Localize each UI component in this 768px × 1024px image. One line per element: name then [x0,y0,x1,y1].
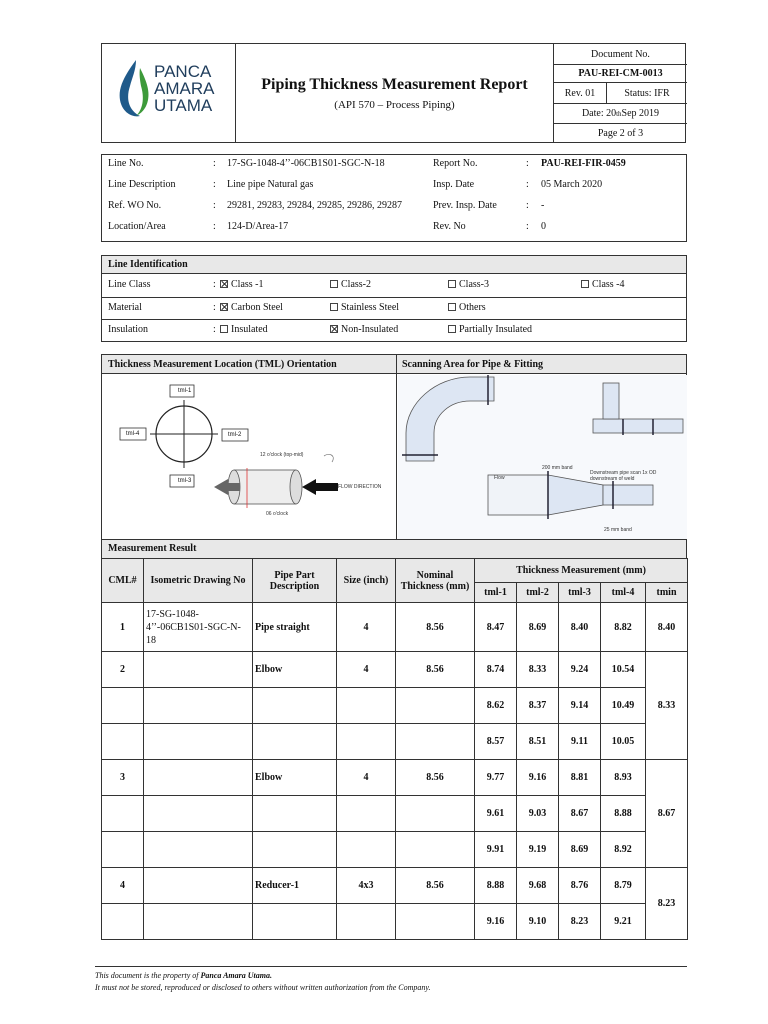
tml3-cell: 8.81 [559,760,601,796]
document-footer [95,966,687,994]
non-insulated-option[interactable] [330,324,398,335]
scanning-area-heading: Scanning Area for Pipe & Fitting [402,358,544,370]
tml-orientation-heading: Thickness Measurement Location (TML) Orientation [108,358,337,370]
checked-box-icon[interactable] [220,303,228,311]
table-row [102,603,688,652]
band-25-label: 25 mm band [604,527,632,533]
part-cell: Reducer-1 [253,868,337,904]
checkbox-icon[interactable] [330,280,338,288]
colon: : [526,158,529,169]
company-name-line1: PANCA [154,62,212,81]
stainless-steel-option[interactable] [330,302,399,313]
insulation-label: Insulation [108,324,148,335]
table-row [102,760,688,796]
tml2-cell: 8.37 [517,688,559,724]
nominal-cell [396,904,475,940]
scanning-area-diagram [398,375,687,539]
rev-no-value: 0 [541,221,546,232]
insulated-option[interactable] [220,324,268,335]
table-row [102,652,688,688]
line-no-value: 17-SG-1048-4’’-06CB1S01-SGC-N-18 [227,158,385,169]
iso-cell [144,868,253,904]
tml3-cell: 8.40 [559,603,601,652]
part-cell: Elbow [253,760,337,796]
insulated-label: Insulated [231,324,268,335]
logo-drop-icon [114,58,154,120]
footer-line1 [95,970,687,982]
class-4-label: Class -4 [592,279,625,290]
material-label: Material [108,302,142,313]
part-cell [253,688,337,724]
page-number: Page 2 of 3 [597,127,644,139]
class-4-option[interactable] [581,279,625,290]
nominal-cell [396,832,475,868]
cml-cell: 1 [102,603,144,652]
tml4-cell: 8.93 [601,760,646,796]
tee-branch [603,383,619,419]
table-row [102,688,688,724]
tml2-cell: 8.69 [517,603,559,652]
tml1-cell: 9.91 [475,832,517,868]
doc-date-sup: th [616,109,622,118]
nominal-cell [396,688,475,724]
footer-line2: It must not be stored, reproduced or disclosed to others without written authorization from the Company. [95,983,431,992]
size-cell [337,796,396,832]
ref-wo-label: Ref. WO No. [108,200,162,211]
row-divider [102,297,686,298]
tml4-cell: 10.54 [601,652,646,688]
prev-insp-label: Prev. Insp. Date [433,200,497,211]
prev-insp-value: - [541,200,545,211]
flow-label: Flow [494,475,505,481]
tml3-cell: 9.24 [559,652,601,688]
doc-date [554,104,687,124]
line-class-label: Line Class [108,279,151,290]
tml4-cell: 10.49 [601,688,646,724]
part-cell: Pipe straight [253,603,337,652]
tee-run [593,419,683,433]
rev: Rev. 01 [554,83,607,104]
col-tml2: tml-2 [517,583,559,603]
class-1-option[interactable] [220,279,264,290]
location-label: Location/Area [108,221,166,232]
col-iso: Isometric Drawing No [144,559,253,603]
doc-no: PAU-REI-CM-0013 [554,65,687,83]
class-2-label: Class-2 [341,279,371,290]
insp-date-value: 05 March 2020 [541,179,603,190]
colon: : [213,324,216,335]
checkbox-icon[interactable] [448,280,456,288]
size-cell: 4 [337,603,396,652]
location-value: 124-D/Area-17 [227,221,289,232]
pipe-end-right [290,470,302,504]
tmin-cell: 8.40 [646,603,688,652]
class-1-label: Class -1 [231,279,264,290]
report-subtitle: (API 570 – Process Piping) [334,99,455,111]
tml1-cell: 8.47 [475,603,517,652]
pipe-body [234,470,296,504]
colon: : [526,179,529,190]
carbon-steel-label: Carbon Steel [231,302,283,313]
report-title-block [236,44,553,142]
colon: : [213,221,216,232]
band-200-label: 200 mm band [542,465,573,471]
tml2-cell: 9.68 [517,868,559,904]
document-header [101,43,686,143]
line-desc-value: Line pipe Natural gas [227,179,314,190]
reducer-inlet [488,475,548,515]
colon: : [213,279,216,290]
col-tmin: tmin [646,583,688,603]
tml2-cell: 9.19 [517,832,559,868]
stainless-steel-label: Stainless Steel [341,302,400,313]
company-name-line3: UTAMA [154,96,213,115]
tml3-cell: 9.14 [559,688,601,724]
tml1-label: tml-1 [178,388,192,394]
carbon-steel-option[interactable] [220,302,283,313]
figures-heading-row [102,355,686,374]
measurement-heading: Measurement Result [108,543,197,554]
colon: : [213,179,216,190]
iso-cell [144,796,253,832]
iso-cell: 17-SG-1048-4’’-06CB1S01-SGC-N-18 [144,603,253,652]
flow-arrow-icon [302,479,338,495]
table-row [102,904,688,940]
checked-box-icon[interactable] [330,325,338,333]
iso-cell [144,652,253,688]
tmin-cell: 8.23 [646,868,688,940]
reducer-outlet [603,485,653,505]
footer-prefix: This document is the property of [95,971,201,980]
checkbox-icon[interactable] [220,325,228,333]
part-cell [253,796,337,832]
colon: : [526,200,529,211]
size-cell [337,832,396,868]
table-row [102,724,688,760]
iso-cell [144,760,253,796]
others-label: Others [459,302,486,313]
iso-cell [144,688,253,724]
status: Status: IFR [607,83,687,104]
iso-cell [144,724,253,760]
checkbox-icon[interactable] [581,280,589,288]
figures-panel [101,354,687,540]
cml-cell [102,796,144,832]
nominal-cell [396,796,475,832]
doc-date-suffix: Sep 2019 [621,108,660,119]
column-divider [396,355,397,540]
tml1-cell: 9.77 [475,760,517,796]
tml4-cell: 8.88 [601,796,646,832]
report-no-label: Report No. [433,158,478,169]
table-row [102,868,688,904]
colon: : [213,302,216,313]
line-info-table [101,154,687,242]
doc-no-label: Document No. [554,44,687,65]
col-thickness: Thickness Measurement (mm) [475,559,688,583]
iso-cell [144,904,253,940]
col-tml1: tml-1 [475,583,517,603]
class-2-option[interactable] [330,279,371,290]
cml-cell [102,904,144,940]
twelve-oclock-label: 12 o'clock (top-mid) [260,452,304,458]
cml-cell [102,688,144,724]
size-cell [337,724,396,760]
colon: : [213,158,216,169]
tml2-label: tml-2 [228,432,242,438]
size-cell [337,688,396,724]
tml2-cell: 9.03 [517,796,559,832]
partially-insulated-option[interactable] [448,324,532,335]
others-option[interactable] [448,302,486,313]
tmin-cell: 8.33 [646,652,688,760]
tml4-cell: 9.21 [601,904,646,940]
nominal-cell [396,724,475,760]
tml3-cell: 8.69 [559,832,601,868]
tml2-cell: 9.10 [517,904,559,940]
report-title: Piping Thickness Measurement Report [261,76,528,93]
row-divider [102,319,686,320]
tml4-cell: 10.05 [601,724,646,760]
tml1-cell: 8.88 [475,868,517,904]
iso-cell [144,832,253,868]
measurement-heading-row [101,539,687,559]
col-nominal: Nominal Thickness (mm) [396,559,475,603]
cml-cell: 4 [102,868,144,904]
company-name-line2: AMARA [154,79,215,98]
nominal-cell: 8.56 [396,760,475,796]
class-3-label: Class-3 [459,279,489,290]
part-cell: Elbow [253,652,337,688]
size-cell: 4x3 [337,868,396,904]
class-3-option[interactable] [448,279,489,290]
company-logo [102,44,236,142]
col-cml: CML# [102,559,144,603]
checkbox-icon[interactable] [448,325,456,333]
tml1-cell: 8.74 [475,652,517,688]
line-identification-table [101,255,687,342]
doc-date-prefix: Date: 20 [581,108,617,119]
tml1-cell: 8.62 [475,688,517,724]
size-cell: 4 [337,760,396,796]
nominal-cell: 8.56 [396,603,475,652]
line-identification-heading: Line Identification [102,256,686,274]
measurement-table [101,558,688,940]
table-row [102,832,688,868]
tml4-cell: 8.92 [601,832,646,868]
checkbox-icon[interactable] [448,303,456,311]
tml3-cell: 9.11 [559,724,601,760]
tml2-cell: 8.51 [517,724,559,760]
insp-date-label: Insp. Date [433,179,475,190]
tml3-label: tml-3 [178,478,192,484]
table-row [102,796,688,832]
tml4-label: tml-4 [126,431,140,437]
cml-cell: 2 [102,652,144,688]
nominal-cell: 8.56 [396,868,475,904]
rotation-arrow-icon [324,454,333,462]
size-cell [337,904,396,940]
tml2-cell: 8.33 [517,652,559,688]
partially-insulated-label: Partially Insulated [459,324,533,335]
cml-cell [102,724,144,760]
colon: : [526,221,529,232]
nominal-cell: 8.56 [396,652,475,688]
cml-cell [102,832,144,868]
col-tml3: tml-3 [559,583,601,603]
checked-box-icon[interactable] [220,280,228,288]
rev-no-label: Rev. No [433,221,466,232]
report-no-value: PAU-REI-FIR-0459 [541,158,626,169]
col-part: Pipe Part Description [253,559,337,603]
cml-cell: 3 [102,760,144,796]
tmin-cell: 8.67 [646,760,688,868]
downstream-note: Downstream pipe scan 1x OD downstream of weld [590,470,657,482]
line-no-label: Line No. [108,158,144,169]
size-cell: 4 [337,652,396,688]
tml4-cell: 8.79 [601,868,646,904]
part-cell [253,724,337,760]
tml3-cell: 8.23 [559,904,601,940]
tml3-cell: 8.67 [559,796,601,832]
tml1-cell: 8.57 [475,724,517,760]
col-tml4: tml-4 [601,583,646,603]
line-desc-label: Line Description [108,179,176,190]
tml4-cell: 8.82 [601,603,646,652]
colon: : [213,200,216,211]
footer-company: Panca Amara Utama. [200,971,272,980]
tml3-cell: 8.76 [559,868,601,904]
tml-orientation-diagram [102,374,396,540]
checkbox-icon[interactable] [330,303,338,311]
six-oclock-label: 06 o'clock [266,511,289,517]
part-cell [253,832,337,868]
non-insulated-label: Non-Insulated [341,324,399,335]
company-name [154,63,214,114]
ref-wo-value: 29281, 29283, 29284, 29285, 29286, 29287 [227,200,402,211]
col-size: Size (inch) [337,559,396,603]
document-info-block [553,44,686,142]
part-cell [253,904,337,940]
tml2-cell: 9.16 [517,760,559,796]
tml1-cell: 9.61 [475,796,517,832]
tml1-cell: 9.16 [475,904,517,940]
flow-direction-label: FLOW DIRECTION [338,484,382,490]
table-header-row [102,559,688,583]
